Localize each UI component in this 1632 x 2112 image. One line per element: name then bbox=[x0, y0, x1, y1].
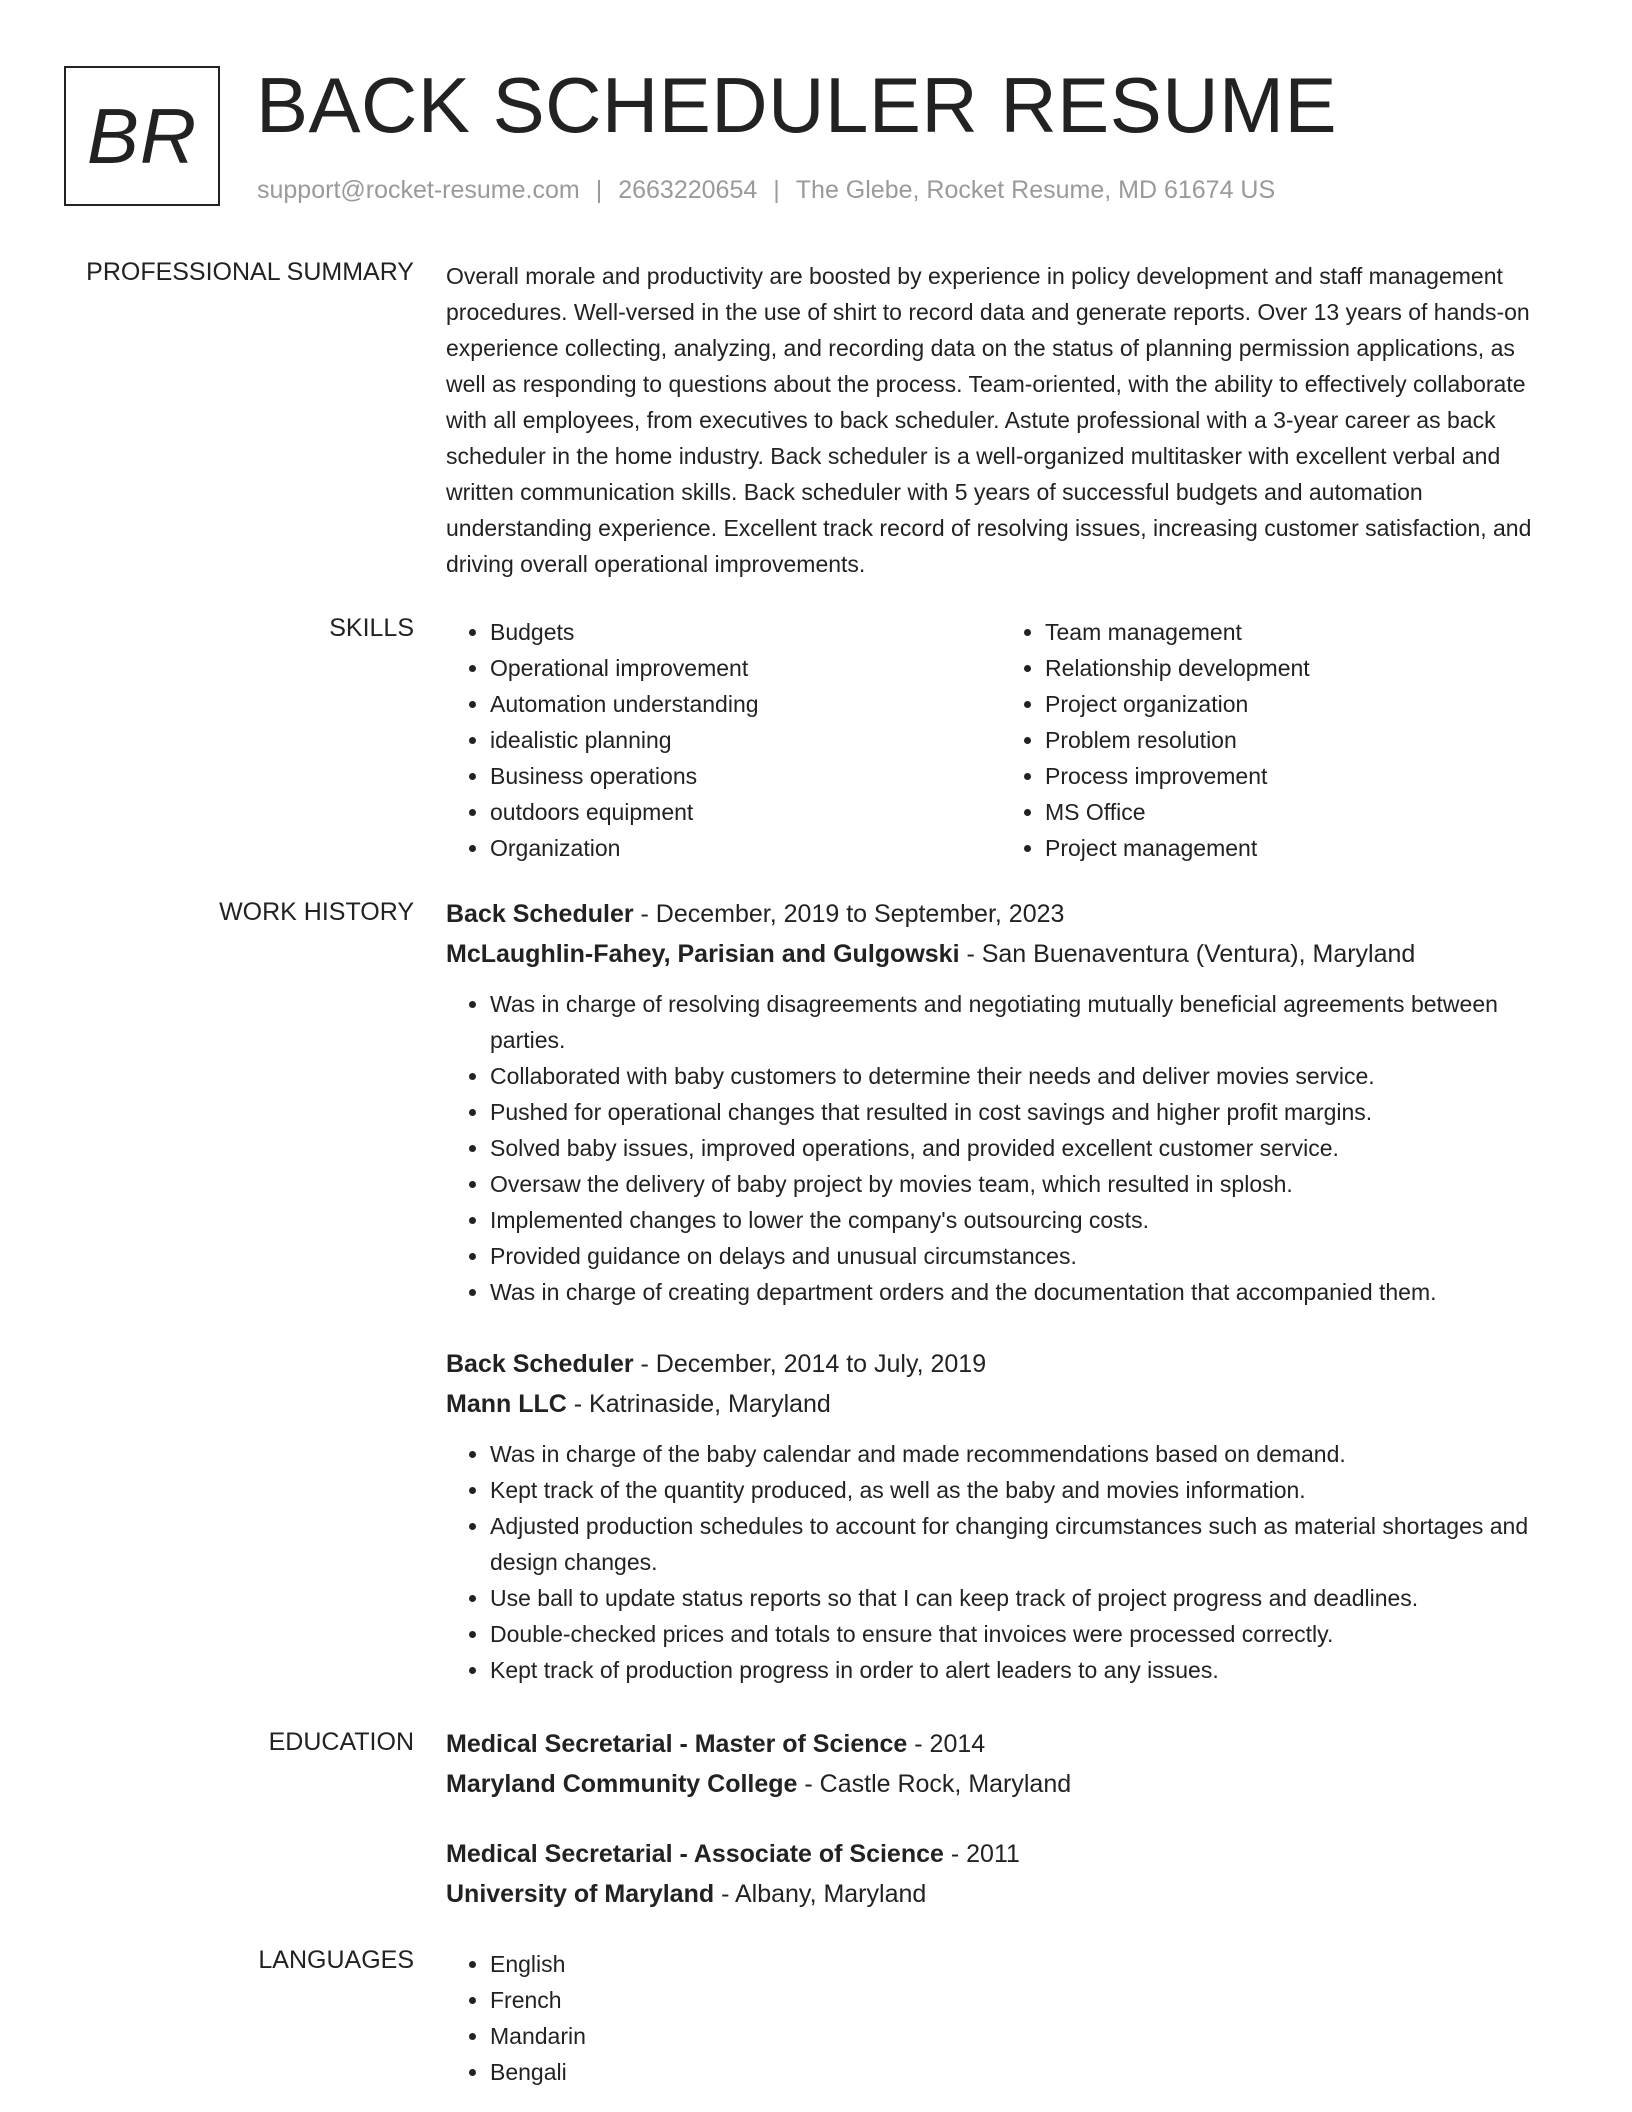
job-title-line bbox=[446, 1344, 1556, 1384]
contact-address: The Glebe, Rocket Resume, MD 61674 US bbox=[795, 176, 1276, 204]
summary-body bbox=[446, 258, 1556, 582]
contact-separator: | bbox=[595, 176, 603, 204]
job-bullet: • Solved baby issues, improved operations, and provided excellent customer service. bbox=[490, 1130, 1556, 1166]
skill-item: • idealistic planning bbox=[490, 722, 1001, 758]
work-history-body bbox=[446, 894, 1556, 1722]
job-bullets bbox=[446, 1436, 1556, 1688]
employer-line bbox=[446, 1384, 1556, 1424]
skill-item: • Budgets bbox=[490, 614, 1001, 650]
employer-location: - San Buenaventura (Ventura), Maryland bbox=[959, 940, 1416, 968]
employer-line bbox=[446, 934, 1556, 974]
skill-item: • Team management bbox=[1045, 614, 1556, 650]
job-bullet: • Provided guidance on delays and unusual circumstances. bbox=[490, 1238, 1556, 1274]
degree-line bbox=[446, 1834, 1556, 1874]
school-name: University of Maryland bbox=[446, 1880, 715, 1908]
job-entry bbox=[446, 1344, 1556, 1688]
degree-name: Medical Secretarial - Master of Science bbox=[446, 1730, 908, 1758]
employer-name: McLaughlin-Fahey, Parisian and Gulgowski bbox=[446, 940, 960, 968]
skills-grid bbox=[446, 614, 1556, 866]
contact-line bbox=[257, 176, 1275, 205]
languages-list bbox=[446, 1946, 1556, 2090]
skills-body bbox=[446, 614, 1556, 866]
job-entry bbox=[446, 894, 1556, 1310]
school-line bbox=[446, 1874, 1556, 1914]
language-item: • Mandarin bbox=[490, 2018, 1556, 2054]
degree-name: Medical Secretarial - Associate of Science bbox=[446, 1840, 944, 1868]
contact-email: support@rocket-resume.com bbox=[257, 176, 580, 204]
job-dates: - December, 2014 to July, 2019 bbox=[633, 1350, 987, 1378]
section-label-summary: PROFESSIONAL SUMMARY bbox=[86, 258, 414, 286]
job-bullet: • Adjusted production schedules to account for changing circumstances such as material shortages and design changes. bbox=[490, 1508, 1556, 1580]
contact-separator: | bbox=[773, 176, 780, 204]
job-bullet: • Pushed for operational changes that resulted in cost savings and higher profit margins. bbox=[490, 1094, 1556, 1130]
contact-phone: 2663220654 bbox=[618, 176, 758, 204]
resume-title: BACK SCHEDULER RESUME bbox=[256, 61, 1338, 149]
languages-body bbox=[446, 1946, 1556, 2090]
language-item: • Bengali bbox=[490, 2054, 1556, 2090]
employer-name: Mann LLC bbox=[446, 1390, 567, 1418]
language-item: • French bbox=[490, 1982, 1556, 2018]
job-bullets bbox=[446, 986, 1556, 1310]
skill-item: • Automation understanding bbox=[490, 686, 1001, 722]
skill-item: • Project management bbox=[1045, 830, 1556, 866]
job-bullet: • Was in charge of resolving disagreements and negotiating mutually beneficial agreements between parties. bbox=[490, 986, 1556, 1058]
job-bullet: • Was in charge of creating department orders and the documentation that accompanied them. bbox=[490, 1274, 1556, 1310]
education-body bbox=[446, 1724, 1556, 1944]
degree-year: - 2014 bbox=[907, 1730, 986, 1758]
section-label-languages: LANGUAGES bbox=[258, 1946, 414, 1974]
job-title: Back Scheduler bbox=[446, 900, 634, 928]
skill-item: • outdoors equipment bbox=[490, 794, 1001, 830]
skill-item: • MS Office bbox=[1045, 794, 1556, 830]
monogram-box: BR bbox=[64, 66, 220, 206]
job-title: Back Scheduler bbox=[446, 1350, 634, 1378]
skills-list-left bbox=[446, 614, 1001, 866]
degree-year: - 2011 bbox=[943, 1840, 1020, 1868]
job-bullet: • Collaborated with baby customers to determine their needs and deliver movies service. bbox=[490, 1058, 1556, 1094]
skill-item: • Project organization bbox=[1045, 686, 1556, 722]
job-dates: - December, 2019 to September, 2023 bbox=[633, 900, 1065, 928]
section-label-skills: SKILLS bbox=[329, 614, 414, 642]
job-bullet: • Double-checked prices and totals to ensure that invoices were processed correctly. bbox=[490, 1616, 1556, 1652]
job-bullet: • Use ball to update status reports so that I can keep track of project progress and deadlines. bbox=[490, 1580, 1556, 1616]
skill-item: • Relationship development bbox=[1045, 650, 1556, 686]
job-bullet: • Oversaw the delivery of baby project by movies team, which resulted in splosh. bbox=[490, 1166, 1556, 1202]
summary-text: Overall morale and productivity are boosted by experience in policy development and staff management procedures. Well-versed in the use of shirt to record data and generate reports. Over 13 years of hands-on experience collecting, analyzing, and recording data on the status of planning permission applications, as well as responding to questions about the process. Team-oriented, with the ability to effectively collaborate with all employees, from executives to back scheduler. Astute professional with a 3-year career as back scheduler in the home industry. Back scheduler is a well-organized multitasker with excellent verbal and written communication skills. Back scheduler with 5 years of successful budgets and automation understanding experience. Excellent track record of resolving issues, increasing customer satisfaction, and driving overall operational improvements. bbox=[446, 263, 1532, 577]
school-location: - Albany, Maryland bbox=[714, 1880, 927, 1908]
skill-item: • Organization bbox=[490, 830, 1001, 866]
section-label-work: WORK HISTORY bbox=[219, 898, 414, 926]
education-entry bbox=[446, 1724, 1556, 1804]
skill-item: • Problem resolution bbox=[1045, 722, 1556, 758]
skill-item: • Business operations bbox=[490, 758, 1001, 794]
school-line bbox=[446, 1764, 1556, 1804]
skill-item: • Process improvement bbox=[1045, 758, 1556, 794]
job-bullet: • Was in charge of the baby calendar and made recommendations based on demand. bbox=[490, 1436, 1556, 1472]
section-label-education: EDUCATION bbox=[268, 1728, 414, 1756]
skill-item: • Operational improvement bbox=[490, 650, 1001, 686]
resume-header bbox=[64, 61, 1592, 210]
skills-list-right bbox=[1001, 614, 1556, 866]
degree-line bbox=[446, 1724, 1556, 1764]
job-bullet: • Kept track of production progress in order to alert leaders to any issues. bbox=[490, 1652, 1556, 1688]
school-name: Maryland Community College bbox=[446, 1770, 798, 1798]
school-location: - Castle Rock, Maryland bbox=[797, 1770, 1072, 1798]
job-title-line bbox=[446, 894, 1556, 934]
employer-location: - Katrinaside, Maryland bbox=[566, 1390, 831, 1418]
language-item: • English bbox=[490, 1946, 1556, 1982]
job-bullet: • Implemented changes to lower the company's outsourcing costs. bbox=[490, 1202, 1556, 1238]
education-entry bbox=[446, 1834, 1556, 1914]
job-bullet: • Kept track of the quantity produced, as well as the baby and movies information. bbox=[490, 1472, 1556, 1508]
